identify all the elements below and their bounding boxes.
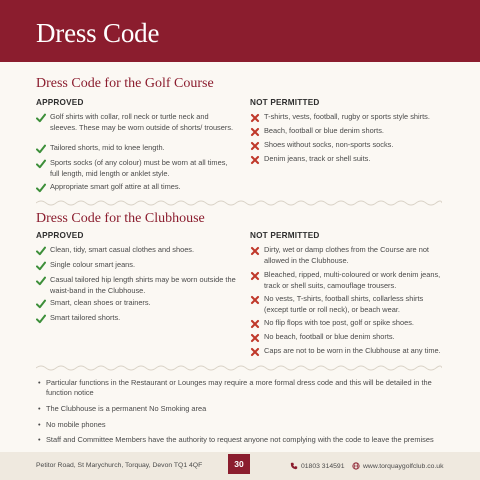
list-item: [250, 318, 442, 329]
list-item-text: Smart tailored shorts.: [50, 313, 121, 322]
list-item: [36, 143, 236, 154]
list-item-text: Clean, tidy, smart casual clothes and shoes.: [50, 245, 195, 254]
golf-approved-heading: APPROVED: [36, 98, 84, 107]
check-icon: [36, 113, 46, 123]
page-number: 30: [228, 454, 250, 474]
page-title: Dress Code: [36, 18, 160, 48]
note-item: • Particular functions in the Restaurant or Lounges may require a more formal dress code and this will be detailed in the function notice: [38, 378, 448, 399]
list-item-text: T-shirts, vests, football, rugby or sports style shirts.: [264, 112, 430, 121]
list-item: [250, 140, 450, 151]
list-item: [36, 182, 236, 193]
cross-icon: [250, 271, 260, 281]
list-item: [250, 154, 450, 165]
check-icon: [36, 314, 46, 324]
list-item: [250, 294, 442, 315]
check-icon: [36, 183, 46, 193]
list-item-text: Smart, clean shoes or trainers.: [50, 298, 151, 307]
list-item: [36, 112, 236, 133]
cross-icon: [250, 155, 260, 165]
footer-phone: [290, 462, 344, 470]
list-item: [250, 346, 442, 357]
globe-icon: [352, 462, 360, 470]
wave-divider: [36, 364, 442, 372]
list-item: [36, 260, 236, 271]
check-icon: [36, 144, 46, 154]
list-item-text: Golf shirts with collar, roll neck or turtle neck and sleeves. These may be worn outside of shorts/ trousers.: [50, 112, 234, 132]
list-item-text: Shoes without socks, non-sports socks.: [264, 140, 394, 149]
list-item-text: Casual tailored hip length shirts may be worn outside the waist-band in the Clubhouse.: [50, 275, 236, 295]
list-item-text: No beach, football or blue denim shorts.: [264, 332, 395, 341]
check-icon: [36, 261, 46, 271]
website-url[interactable]: www.torquaygolfclub.co.uk: [363, 463, 444, 470]
cross-icon: [250, 347, 260, 357]
list-item: [250, 126, 450, 137]
list-item-text: Beach, football or blue denim shorts.: [264, 126, 384, 135]
check-icon: [36, 276, 46, 286]
cross-icon: [250, 319, 260, 329]
footer: [0, 452, 480, 480]
cross-icon: [250, 246, 260, 256]
check-icon: [36, 299, 46, 309]
header-banner: [0, 0, 480, 62]
clubhouse-approved-heading: APPROVED: [36, 231, 84, 240]
note-item: • The Clubhouse is a permanent No Smoking area: [38, 404, 448, 414]
list-item: [36, 313, 236, 324]
list-item: [250, 332, 442, 343]
list-item-text: Bleached, ripped, multi-coloured or work denim jeans, track or shell suits, camouflage trousers.: [264, 270, 441, 290]
golf-not-permitted-heading: NOT PERMITTED: [250, 98, 320, 107]
clubhouse-section-title: Dress Code for the Clubhouse: [36, 211, 205, 226]
footer-website[interactable]: [352, 462, 443, 470]
golf-section-title: Dress Code for the Golf Course: [36, 76, 214, 91]
list-item: [250, 270, 442, 291]
cross-icon: [250, 333, 260, 343]
note-item: • Staff and Committee Members have the authority to request anyone not complying with the code to leave the premises: [38, 435, 448, 445]
phone-number: 01803 314591: [301, 463, 345, 470]
list-item-text: Caps are not to be worn in the Clubhouse at any time.: [264, 346, 441, 355]
notes-list: [38, 378, 448, 451]
list-item: [36, 275, 236, 296]
cross-icon: [250, 127, 260, 137]
list-item-text: Appropriate smart golf attire at all times.: [50, 182, 181, 191]
note-item: • No mobile phones: [38, 420, 448, 430]
clubhouse-not-permitted-heading: NOT PERMITTED: [250, 231, 320, 240]
list-item: [250, 112, 450, 123]
cross-icon: [250, 295, 260, 305]
list-item-text: No vests, T-shirts, football shirts, collarless shirts (except turtle or roll neck), or beach wear.: [264, 294, 424, 314]
list-item-text: Single colour smart jeans.: [50, 260, 136, 269]
list-item-text: No flip flops with toe post, golf or spike shoes.: [264, 318, 414, 327]
footer-address: Petitor Road, St Marychurch, Torquay, Devon TQ1 4QF: [36, 462, 203, 469]
cross-icon: [250, 113, 260, 123]
list-item-text: Sports socks (of any colour) must be worn at all times, full length, mid length or anklet style.: [50, 158, 228, 178]
check-icon: [36, 246, 46, 256]
list-item-text: Tailored shorts, mid to knee length.: [50, 143, 165, 152]
list-item-text: Dirty, wet or damp clothes from the Course are not allowed in the Clubhouse.: [264, 245, 429, 265]
list-item: [36, 158, 236, 179]
cross-icon: [250, 141, 260, 151]
list-item: [36, 245, 236, 256]
list-item-text: Denim jeans, track or shell suits.: [264, 154, 371, 163]
phone-icon: [290, 462, 298, 470]
wave-divider: [36, 199, 442, 207]
list-item: [36, 298, 236, 309]
list-item: [250, 245, 442, 266]
check-icon: [36, 159, 46, 169]
